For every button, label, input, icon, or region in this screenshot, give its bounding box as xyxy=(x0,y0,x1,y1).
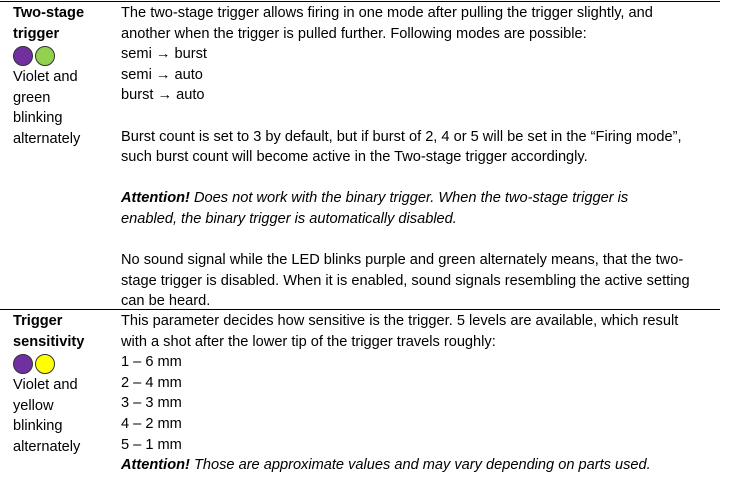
level-item: 2 – 4 mm xyxy=(121,374,182,391)
led-indicator xyxy=(13,353,113,375)
burst-line-2: such burst count will become active in the Two-stage trigger accordingly. xyxy=(121,149,588,166)
led-indicator xyxy=(13,45,113,67)
level-item: 4 – 2 mm xyxy=(121,415,182,432)
attention-line-2: enabled, the binary trigger is automatically disabled. xyxy=(121,210,457,227)
table-top-border xyxy=(0,1,720,2)
setting-description-cell xyxy=(121,311,713,476)
led-desc-line-4: alternately xyxy=(13,130,81,147)
attention-line xyxy=(121,455,713,476)
burst-line-1: Burst count is set to 3 by default, but if burst of 2, 4 or 5 will be set in the “Firing mode”, xyxy=(121,128,682,145)
setting-title-line-1: Trigger xyxy=(13,313,63,329)
intro-line-1: This parameter decides how sensitive is the trigger. 5 levels are available, which result xyxy=(121,313,679,329)
intro-line-2: with a shot after the lower tip of the trigger travels roughly: xyxy=(121,333,496,350)
mode-item: burst → auto xyxy=(121,87,205,104)
table-row-trigger-sensitivity xyxy=(0,311,720,483)
attention-text-1: Does not work with the binary trigger. When the two-stage trigger is xyxy=(193,190,629,207)
setting-title-line-2: trigger xyxy=(13,25,60,42)
led-desc-line-1: Violet and xyxy=(13,377,78,394)
sound-line-2: stage trigger is disabled. When it is enabled, sound signals resembling the active setting xyxy=(121,272,690,289)
attention-label: Attention! xyxy=(121,190,190,207)
led-dot-yellow-icon xyxy=(35,354,55,374)
sound-line-3: can be heard. xyxy=(121,293,211,310)
setting-label-cell xyxy=(13,3,113,150)
table-row-two-stage-trigger xyxy=(0,3,720,309)
intro-line-1: The two-stage trigger allows firing in one mode after pulling the trigger slightly, and xyxy=(121,5,653,21)
attention-line-1 xyxy=(121,188,713,209)
intro-line-2: another when the trigger is pulled further. Following modes are possible: xyxy=(121,25,587,42)
led-dot-violet-icon xyxy=(13,46,33,66)
led-desc-line-2: green xyxy=(13,89,51,106)
led-desc-line-3: blinking xyxy=(13,418,63,435)
sound-line-1: No sound signal while the LED blinks purple and green alternately means, that the two- xyxy=(121,252,684,269)
led-desc-line-1: Violet and xyxy=(13,69,78,86)
level-item: 1 – 6 mm xyxy=(121,354,182,371)
led-desc-line-2: yellow xyxy=(13,397,54,414)
led-desc-line-4: alternately xyxy=(13,438,81,455)
setting-title-line-2: sensitivity xyxy=(13,333,85,350)
setting-label-cell xyxy=(13,311,113,458)
led-dot-violet-icon xyxy=(13,354,33,374)
setting-title-line-1: Two-stage xyxy=(13,5,85,21)
level-item: 3 – 3 mm xyxy=(121,395,182,412)
setting-description-cell xyxy=(121,3,713,312)
led-desc-line-3: blinking xyxy=(13,110,63,127)
row-divider xyxy=(0,309,720,310)
attention-text: Those are approximate values and may vary depending on parts used. xyxy=(193,457,651,474)
mode-item: semi → auto xyxy=(121,66,203,83)
mode-item: semi → burst xyxy=(121,46,207,63)
level-item: 5 – 1 mm xyxy=(121,436,182,453)
attention-label: Attention! xyxy=(121,457,190,474)
led-dot-green-icon xyxy=(35,46,55,66)
